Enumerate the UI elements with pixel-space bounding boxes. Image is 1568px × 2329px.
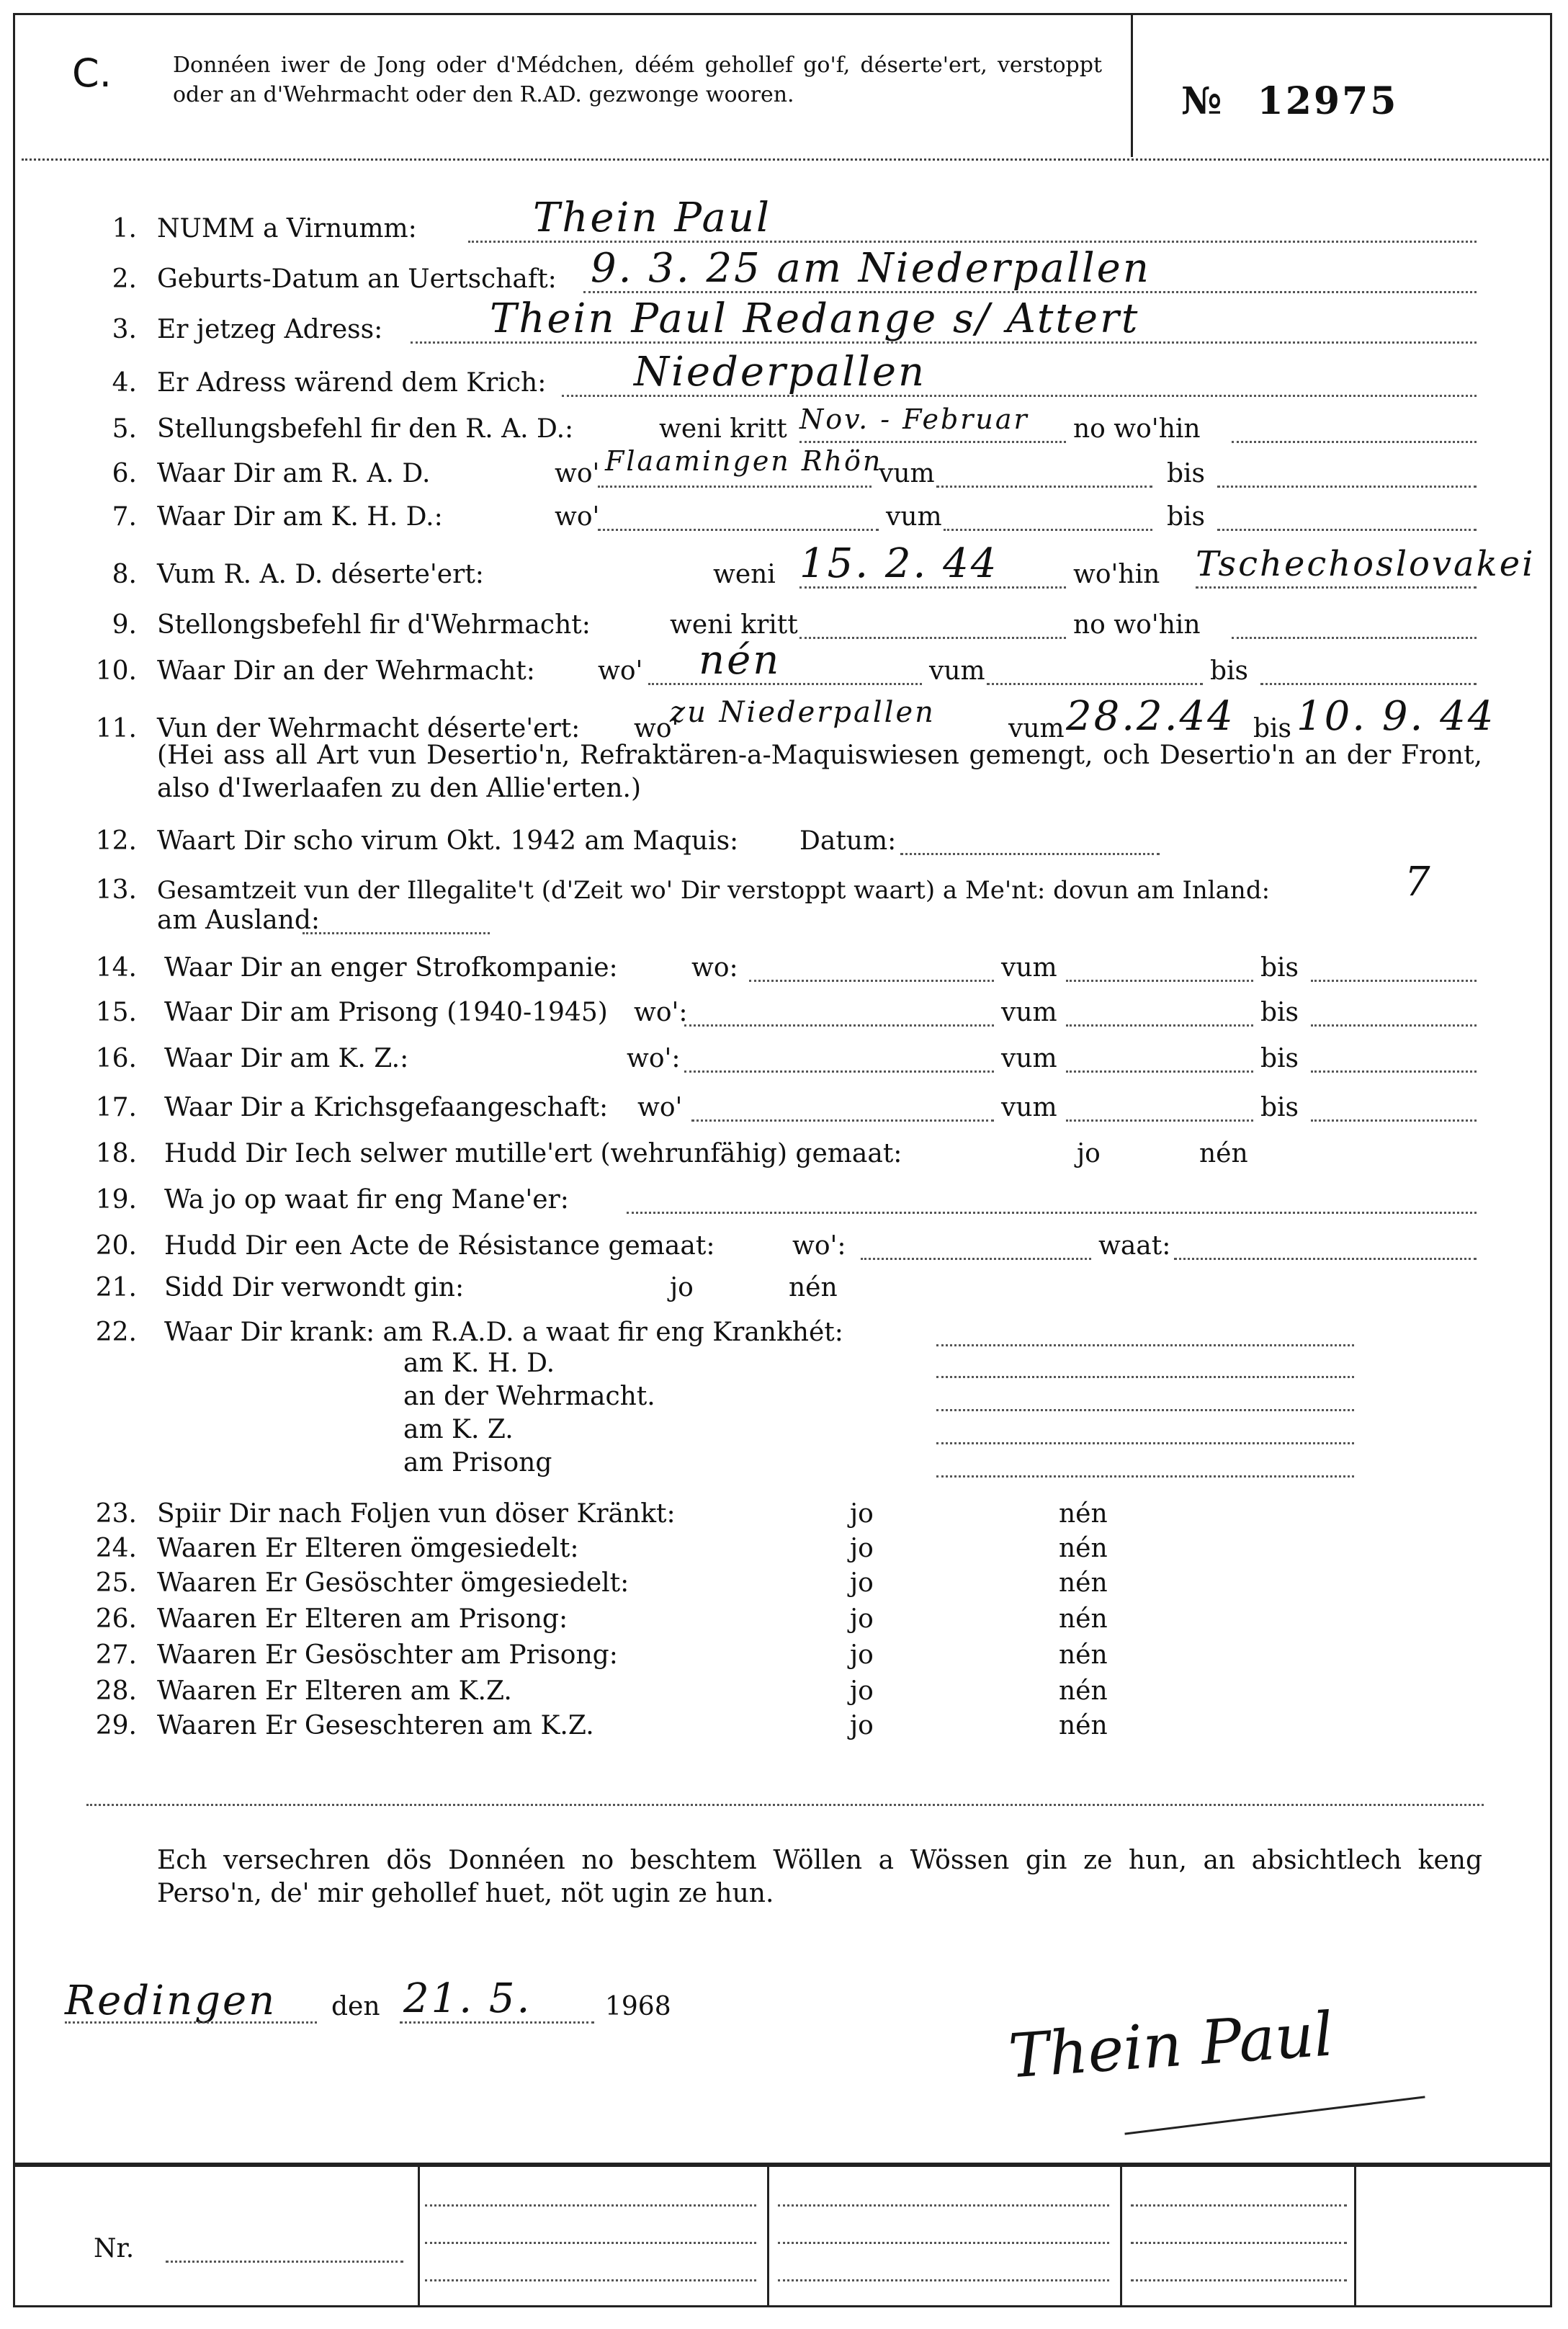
item-label: Waar Dir am K. Z.:: [164, 1044, 409, 1073]
answer-line[interactable]: [684, 1070, 994, 1073]
form-number: [1181, 79, 1398, 123]
item-label: Waaren Er Elteren am K.Z.: [157, 1676, 512, 1706]
item-label: Geburts-Datum an Uertschaft:: [157, 264, 557, 294]
item-label: Wa jo op waat fir eng Mane'er:: [164, 1185, 569, 1215]
office-line[interactable]: [778, 2242, 1109, 2244]
office-line[interactable]: [425, 2242, 756, 2244]
answer-line[interactable]: [900, 853, 1160, 855]
item-label: Er Adress wärend dem Krich:: [157, 368, 547, 398]
item-label: Waaren Er Elteren am Prisong:: [157, 1604, 568, 1634]
item-label: Waart Dir scho virum Okt. 1942 am Maquis:: [157, 826, 739, 856]
item-label: Vum R. A. D. déserte'ert:: [157, 560, 484, 589]
office-line[interactable]: [1131, 2204, 1347, 2207]
option-jo[interactable]: jo: [1077, 1139, 1101, 1168]
answer-line[interactable]: [936, 1376, 1354, 1378]
item-label: Waar Dir am R. A. D.: [157, 459, 431, 488]
option-nen[interactable]: nén: [1059, 1499, 1108, 1529]
option-jo[interactable]: jo: [850, 1676, 874, 1706]
answer-line[interactable]: [1311, 1119, 1477, 1122]
item-label: Gesamtzeit vun der Illegalite't (d'Zeit wo' Dir verstoppt waart) a Me'nt: dovun am Inland:: [157, 876, 1271, 905]
item-label: Waar Dir a Krichsgefaangeschaft:: [164, 1093, 609, 1122]
handwritten-answer: 28.2.44: [1066, 693, 1235, 740]
den-label: den: [331, 1992, 380, 2021]
handwritten-answer: Niederpallen: [634, 349, 927, 395]
place-line[interactable]: [65, 2021, 317, 2024]
office-line[interactable]: [1131, 2279, 1347, 2281]
place-answer: Redingen: [65, 1977, 277, 2024]
answer-line[interactable]: [1174, 1258, 1477, 1260]
answer-line[interactable]: [749, 980, 994, 982]
answer-line[interactable]: [936, 1409, 1354, 1411]
item-label: Waar Dir krank: am R.A.D. a waat fir eng Krankhét:: [164, 1318, 843, 1347]
signature: Thein Paul: [1006, 1998, 1336, 2092]
item-label: Spiir Dir nach Foljen vun döser Kränkt:: [157, 1499, 676, 1529]
office-line[interactable]: [425, 2204, 756, 2207]
number-symbol: №: [1181, 79, 1224, 123]
answer-line[interactable]: [1066, 1070, 1253, 1073]
option-jo[interactable]: jo: [850, 1499, 874, 1529]
handwritten-answer: 7: [1405, 859, 1433, 906]
answer-line[interactable]: [1311, 1070, 1477, 1073]
item-label: Waaren Er Gesöschter ömgesiedelt:: [157, 1568, 630, 1598]
handwritten-answer: Thein Paul: [533, 195, 771, 241]
option-nen[interactable]: nén: [1059, 1711, 1108, 1740]
option-nen[interactable]: nén: [1059, 1676, 1108, 1706]
handwritten-answer: Tschechoslovakei: [1196, 544, 1536, 584]
nr-line[interactable]: [166, 2261, 403, 2263]
answer-line[interactable]: [1066, 1119, 1253, 1122]
handwritten-answer: 15. 2. 44: [799, 540, 999, 587]
item-label: Waar Dir am Prisong (1940-1945): [164, 998, 608, 1027]
section-letter: C.: [72, 50, 112, 96]
item-label: Vun der Wehrmacht déserte'ert:: [157, 714, 581, 743]
handwritten-answer: Nov. - Februar: [799, 403, 1029, 435]
item-label: Stellungsbefehl fir den R. A. D.:: [157, 414, 574, 444]
answer-line[interactable]: [1260, 683, 1477, 685]
answer-line[interactable]: [1311, 1024, 1477, 1027]
answer-line[interactable]: [1196, 586, 1477, 589]
item-label: Er jetzeg Adress:: [157, 315, 383, 344]
option-jo[interactable]: jo: [850, 1711, 874, 1740]
office-col-divider: [1120, 2163, 1122, 2305]
item-label: Waar Dir am K. H. D.:: [157, 502, 443, 532]
office-line[interactable]: [778, 2279, 1109, 2281]
option-nen[interactable]: nén: [789, 1273, 838, 1302]
option-jo[interactable]: jo: [850, 1534, 874, 1563]
answer-line[interactable]: [1232, 441, 1477, 443]
answer-line[interactable]: [1232, 637, 1477, 639]
option-jo[interactable]: jo: [850, 1604, 874, 1634]
declaration-text: Ech versechren dös Donnéen no beschtem Wöllen a Wössen gin ze hun, an absichtlech keng Perso'n, de' mir gehollef huet, nöt ugin ze hun.: [157, 1846, 1482, 1908]
item-label: NUMM a Virnumm:: [157, 214, 417, 243]
office-block-rule: [13, 2163, 1552, 2167]
nr-label: Nr.: [94, 2234, 135, 2263]
answer-line[interactable]: [987, 683, 1203, 685]
answer-line[interactable]: [799, 441, 1066, 443]
handwritten-answer: Flaamingen Rhön: [605, 445, 883, 477]
option-jo[interactable]: jo: [850, 1568, 874, 1598]
header-divider: [1131, 13, 1133, 157]
answer-line[interactable]: [598, 529, 879, 531]
answer-line[interactable]: [598, 486, 872, 488]
office-col-divider: [1354, 2163, 1356, 2305]
answer-line[interactable]: [861, 1258, 1091, 1260]
office-line[interactable]: [778, 2204, 1109, 2207]
office-col-divider: [767, 2163, 769, 2305]
date-answer: 21. 5.: [403, 1975, 532, 2022]
item-label: Waaren Er Elteren ömgesiedelt:: [157, 1534, 579, 1563]
option-nen[interactable]: nén: [1059, 1534, 1108, 1563]
number-value: 12975: [1257, 79, 1399, 123]
option-nen[interactable]: nén: [1059, 1568, 1108, 1598]
item-label: Waar Dir an enger Strofkompanie:: [164, 953, 618, 983]
item-label: Waaren Er Gesöschter am Prisong:: [157, 1640, 618, 1670]
item-11-note: (Hei ass all Art vun Desertio'n, Refraktären-a-Maquiswiesen gemengt, och Desertio'n an der Front, also d'Iwerlaafen zu den Allie'erten.): [157, 741, 1482, 803]
handwritten-answer: 10. 9. 44: [1296, 693, 1496, 740]
option-jo[interactable]: jo: [670, 1273, 694, 1302]
handwritten-answer: nén: [699, 637, 781, 684]
option-nen[interactable]: nén: [1059, 1604, 1108, 1634]
answer-line[interactable]: [1217, 486, 1477, 488]
item-label: Hudd Dir Iech selwer mutille'ert (wehrunfähig) gemaat:: [164, 1139, 902, 1168]
answer-line[interactable]: [799, 637, 1066, 639]
answer-line[interactable]: [936, 1475, 1354, 1478]
office-col-divider: [418, 2163, 420, 2305]
answer-line[interactable]: [1066, 980, 1253, 982]
item-label: Stellongsbefehl fir d'Wehrmacht:: [157, 610, 591, 640]
header-rule: [22, 158, 1549, 161]
answer-line[interactable]: [1066, 1024, 1253, 1027]
answer-line[interactable]: [627, 1212, 1477, 1214]
option-nen[interactable]: nén: [1199, 1139, 1248, 1168]
form-page: C. Donnéen iwer de Jong oder d'Médchen, déém gehollef go'f, déserte'ert, verstoppt oder an d'Wehrmacht oder den R.AD. gezwonge wooren. № 12975 1. NUMM a Virnumm: Thein Paul 2. Geburts-Datum an Uertschaft: 9. 3. 25 am Niederpallen 3. Er jetzeg Adress: Thein Paul Redange s/ Attert 4. Er Adress wärend dem Krich: Niederpallen 5. Stellungsbefehl fir den R. A. D.: weni kritt no wo'hin Nov. - Februar 6. Waar Dir am R. A. D. wo' vum bis Flaamingen Rhön 7. Waar Dir am K. H. D.: wo' vum bis 8. Vum R. A. D. déserte'ert: weni wo'hin 15. 2. 44 Tschechoslovakei 9. Stellongsbefehl fir d'Wehrmacht: weni kritt no wo'hin 10. Waar Dir an der Wehrmacht: wo' vum bis nén 11. Vun der Wehrmacht déserte'ert: wo' vum bis zu Niederpallen 28.2.44 10. 9. 44 (Hei ass all Art vun Desertio'n, Refraktären-a-Maquiswiesen gemengt, och Desertio'n an der Front, also d'Iwerlaafen zu den Allie'erten.) 12. Waart Dir scho virum Okt. 1942 am Maquis: Datum: 13. Gesamtzeit vun der Illegalite't (d'Zeit wo' Dir verstoppt waart) a Me'nt: dovun am Inland: 7 am Ausland: 14. Waar Dir an enger Strofkompanie: wo: vum bis 15. Waar Dir am Prisong (1940-1945) wo': vum bis 16. Waar Dir am K. Z.: wo': vum bis 17. Waar Dir a Krichsgefaangeschaft: wo' vum bis 18. Hudd Dir Iech selwer mutille'ert (wehrunfähig) gemaat: jo nén 19. Wa jo op waat fir eng Mane'er: 20. Hudd Dir een Acte de Résistance gemaat: wo': waat: 21. Sidd Dir verwondt gin: jo nén 22. Waar Dir krank: am R.A.D. a waat fir eng Krankhét: am K. H. D. an der Wehrmacht. am K. Z. am Prisong 23. Spiir Dir nach Foljen vun döser Kränkt: jo nén 24. Waaren Er Elteren ömgesiedelt: jo nén 25. Waaren Er Gesöschter ömgesiedelt: jo nén 26. Waaren Er Elteren am Prisong: jo nén 27. Waaren Er Gesöschter am Prisong: jo nén 28. Waaren Er Elteren am K.Z. jo nén 29. Waaren Er Geseschteren am K.Z. jo nén Ech versechren dös Donnéen no beschtem Wöllen a Wössen gin ze hun, an absichtlech keng Perso'n, de' mir gehollef huet, nöt ugin ze hun. Redingen den 1968 21. 5. Thein Paul Nr.: [0, 0, 1568, 2329]
answer-line[interactable]: [684, 1024, 994, 1027]
answer-line[interactable]: [936, 486, 1152, 488]
item-label: Waaren Er Geseschteren am K.Z.: [157, 1711, 594, 1740]
office-line[interactable]: [425, 2279, 756, 2281]
answer-line[interactable]: [944, 529, 1152, 531]
handwritten-answer: Thein Paul Redange s/ Attert: [490, 295, 1140, 342]
answer-line[interactable]: [648, 683, 922, 685]
option-jo[interactable]: jo: [850, 1640, 874, 1670]
answer-line[interactable]: [691, 1119, 994, 1122]
handwritten-answer: 9. 3. 25 am Niederpallen: [591, 245, 1151, 292]
form-intro: Donnéen iwer de Jong oder d'Médchen, déém gehollef go'f, déserte'ert, verstoppt oder an d'Wehrmacht oder den R.AD. gezwonge wooren.: [173, 53, 1102, 107]
declaration-rule: [86, 1804, 1484, 1806]
handwritten-answer: zu Niederpallen: [670, 696, 936, 729]
answer-line[interactable]: [936, 1344, 1354, 1346]
item-label: Waar Dir an der Wehrmacht:: [157, 656, 535, 686]
year-label: 1968: [605, 1992, 671, 2021]
item-label: Hudd Dir een Acte de Résistance gemaat:: [164, 1231, 715, 1261]
answer-line[interactable]: [1217, 529, 1477, 531]
answer-line[interactable]: [1311, 980, 1477, 982]
office-line[interactable]: [1131, 2242, 1347, 2244]
answer-line[interactable]: [303, 932, 490, 934]
answer-line[interactable]: [936, 1442, 1354, 1444]
item-label: Sidd Dir verwondt gin:: [164, 1273, 465, 1302]
option-nen[interactable]: nén: [1059, 1640, 1108, 1670]
